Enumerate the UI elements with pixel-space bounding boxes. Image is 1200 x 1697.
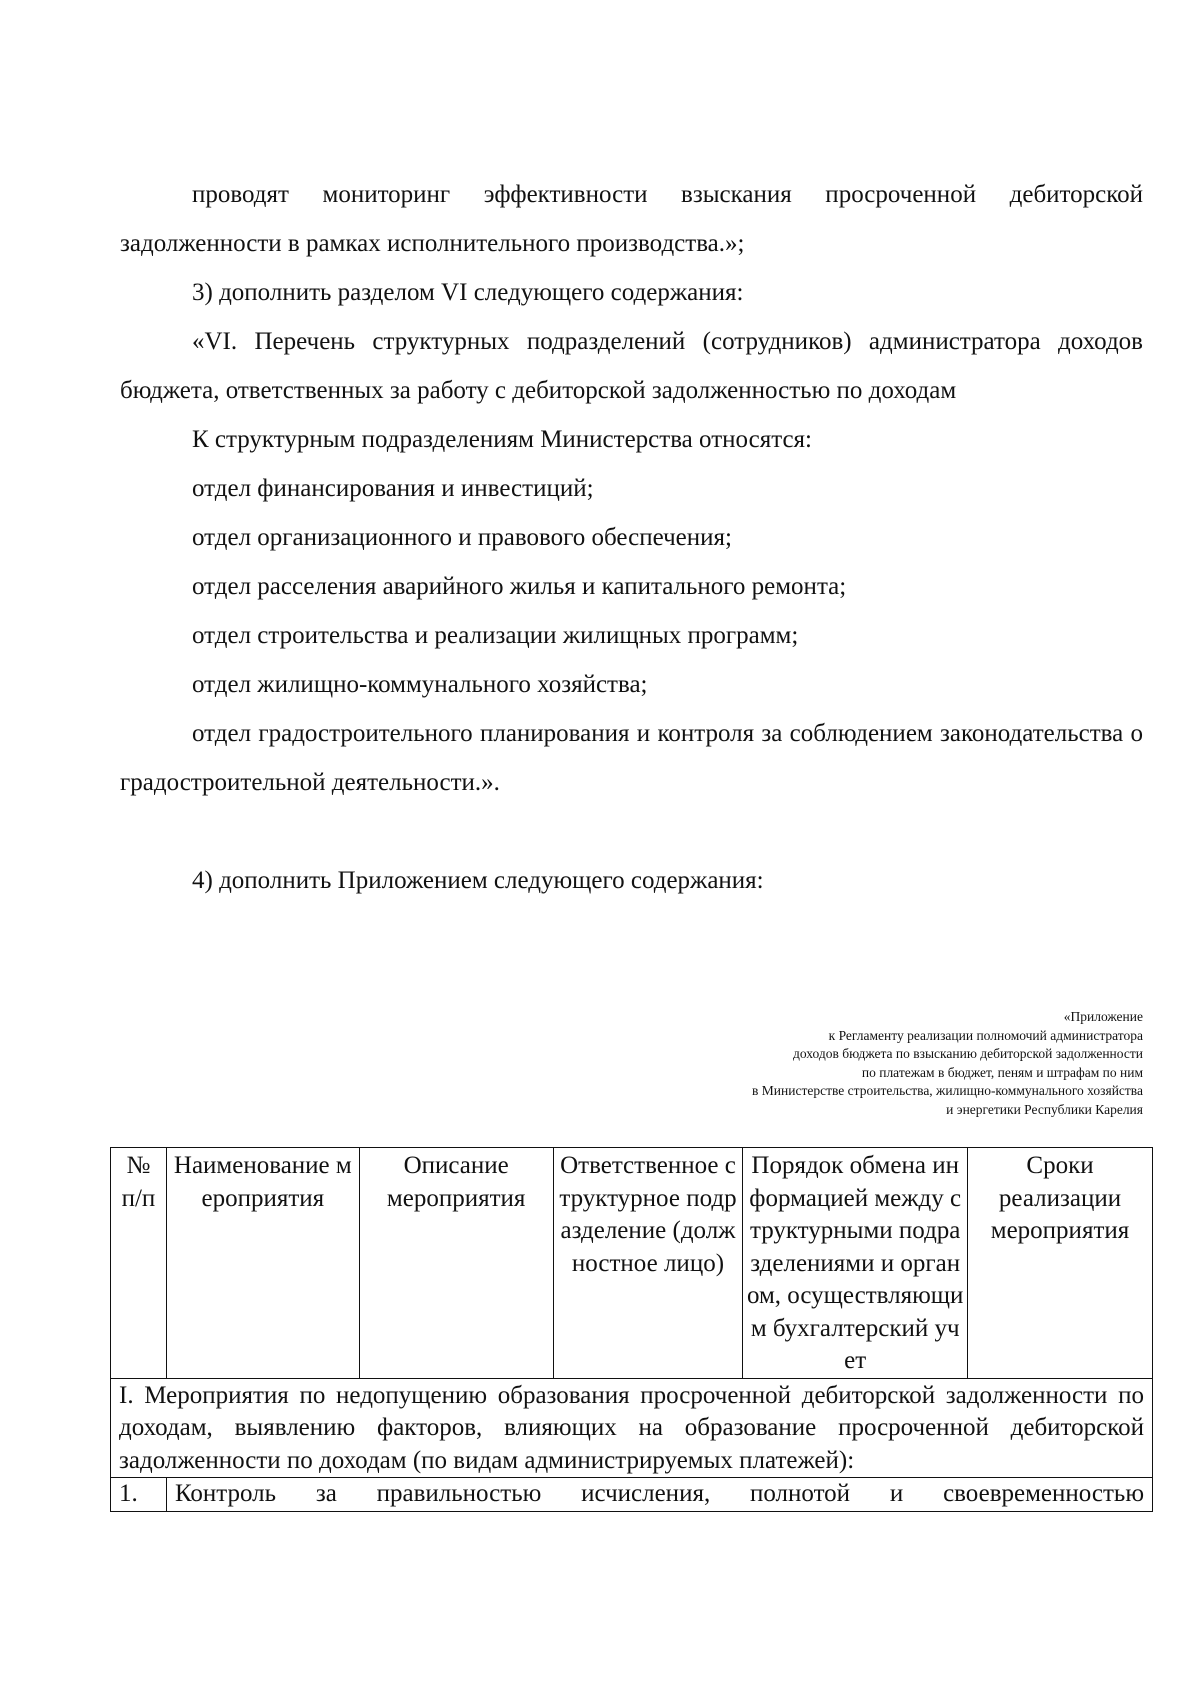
list-item-resettlement: отдел расселения аварийного жилья и капитального ремонта; — [192, 573, 847, 600]
document-body — [120, 170, 1143, 905]
table-section-row — [111, 1378, 1153, 1478]
header-description: Описание мероприятия — [359, 1148, 553, 1379]
list-item-finance: отдел финансирования и инвестиций; — [192, 475, 594, 502]
list-item-construction: отдел строительства и реализации жилищных программ; — [192, 622, 799, 649]
paragraph-add-appendix: 4) дополнить Приложением следующего содержания: — [192, 867, 764, 894]
appendix-line: и энергетики Республики Карелия — [946, 1101, 1143, 1117]
list-item-housing: отдел жилищно-коммунального хозяйства; — [192, 671, 648, 698]
appendix-line: по платежам в бюджет, пеням и штрафам по ним — [861, 1064, 1143, 1080]
paragraph-add-section-vi: 3) дополнить разделом VI следующего содержания: — [192, 279, 744, 306]
header-deadlines: Сроки реализации мероприятия — [968, 1148, 1153, 1379]
appendix-line: в Министерстве строительства, жилищно-коммунального хозяйства — [752, 1083, 1143, 1098]
paragraph-structural-units: К структурным подразделениям Министерства относятся: — [192, 426, 812, 453]
row-number: 1. — [111, 1478, 167, 1512]
header-number: № п/п — [111, 1148, 167, 1379]
list-item-legal: отдел организационного и правового обеспечения; — [192, 524, 732, 551]
appendix-line: к Регламенту реализации полномочий администратора — [828, 1027, 1143, 1043]
header-measure-name: Наименование мероприятия — [166, 1148, 359, 1379]
section-i-title: I. Мероприятия по недопущению образования просроченной дебиторской задолженности по доходам, выявлению факторов, влияющих на образование просроченной дебиторской задолженности по доходам (по видам администрируемых платежей): — [111, 1378, 1153, 1478]
row-text: Контроль за правильностью исчисления, полнотой и своевременностью — [166, 1478, 1152, 1512]
measures-table — [110, 1147, 1153, 1512]
appendix-header — [443, 1008, 1143, 1119]
appendix-line: доходов бюджета по взысканию дебиторской задолженности — [792, 1046, 1143, 1061]
table-header-row — [111, 1148, 1153, 1379]
header-exchange-procedure: Порядок обмена информацией между структурными подразделениями и органом, осуществляющим бухгалтерский учет — [743, 1148, 968, 1379]
section-vi-heading: «VI. Перечень структурных подразделений (сотрудников) администратора доходов бюджета, ответственных за работу с дебиторской задолженностью по доходам — [120, 328, 1143, 404]
list-item-urban-planning: отдел градостроительного планирования и контроля за соблюдением законодательства о градостроительной деятельности.». — [120, 720, 1143, 796]
appendix-line: «Приложение — [1063, 1009, 1143, 1024]
paragraph-monitoring: проводят мониторинг эффективности взыскания просроченной дебиторской задолженности в рамках исполнительного производства.»; — [120, 181, 1143, 257]
header-responsible: Ответственное структурное подразделение (должностное лицо) — [553, 1148, 743, 1379]
table-row — [111, 1478, 1153, 1512]
